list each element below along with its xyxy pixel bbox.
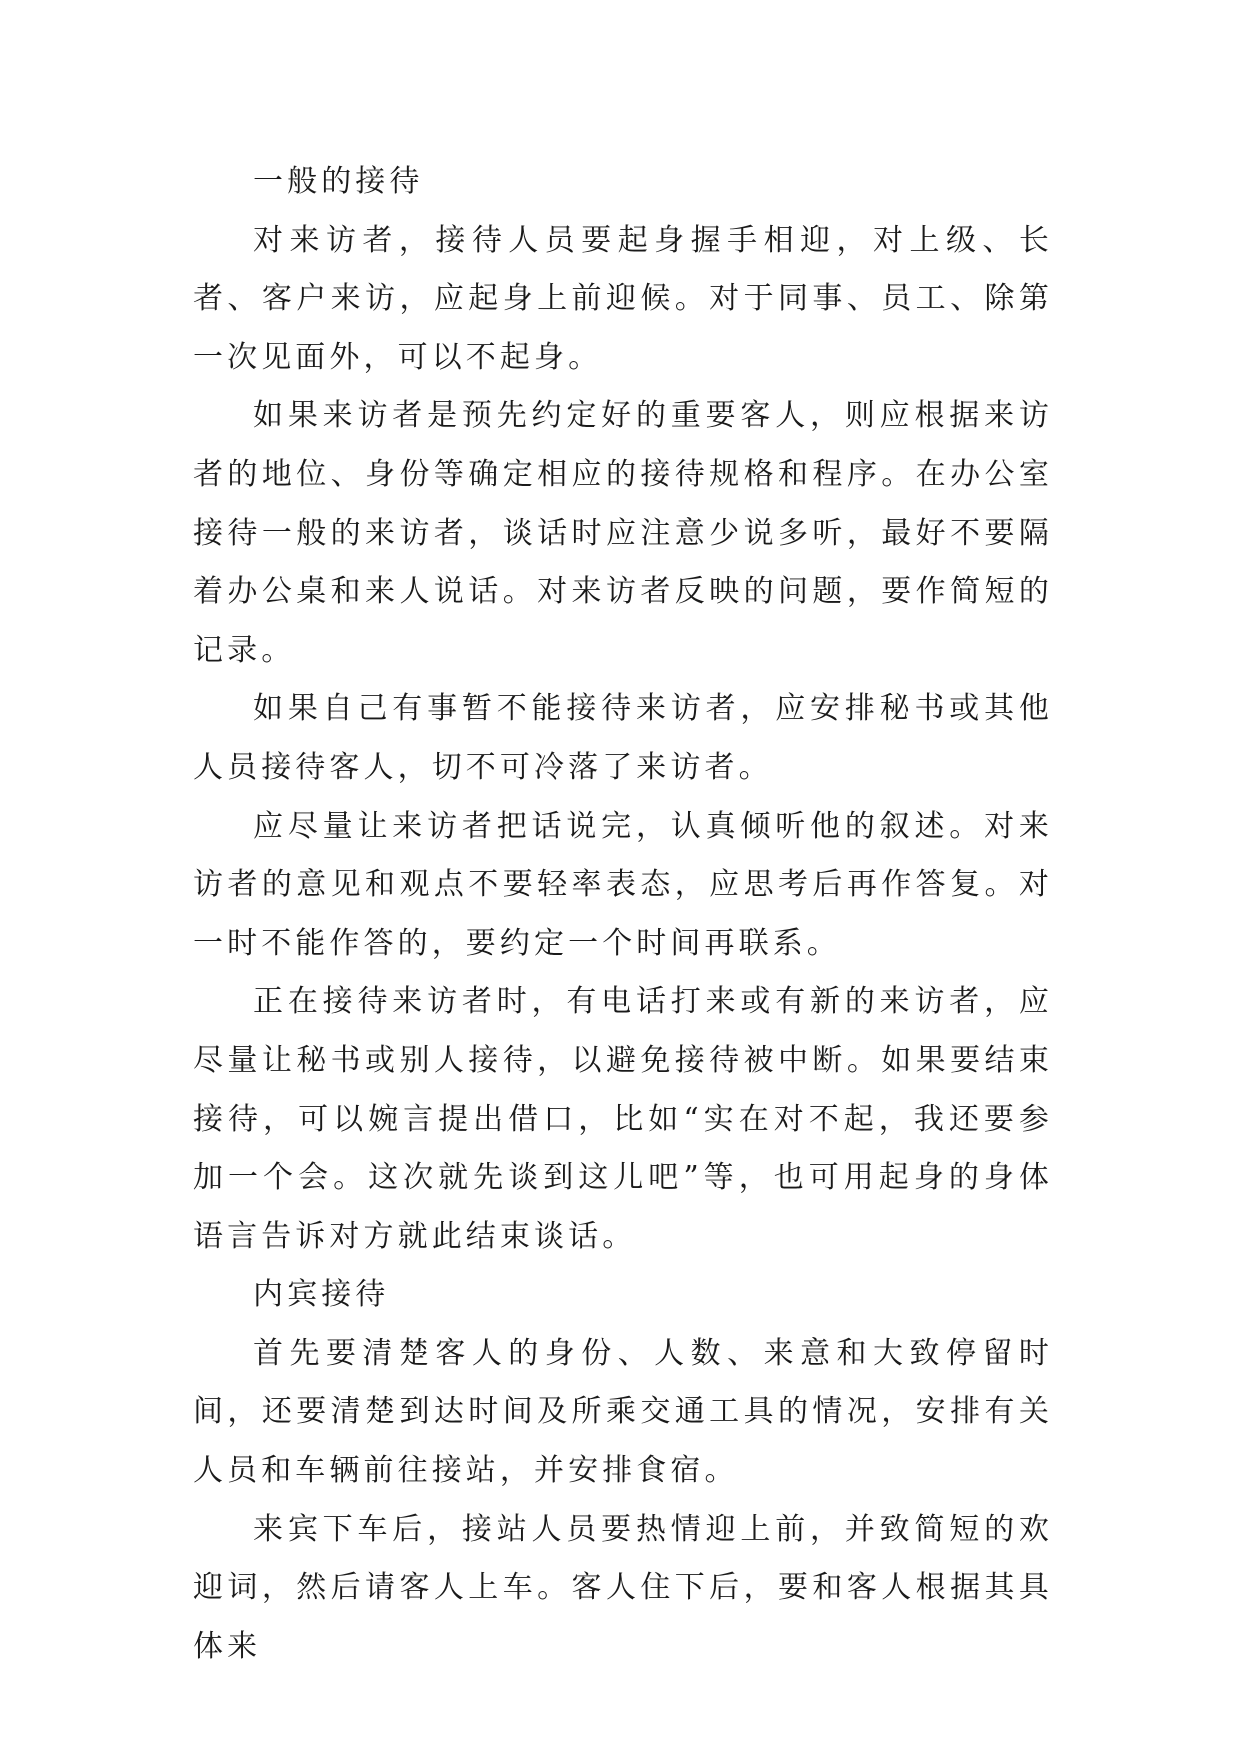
document-body	[193, 153, 1053, 1676]
paragraph: 首先要清楚客人的身份、人数、来意和大致停留时间，还要清楚到达时间及所乘交通工具的情况，安排有关人员和车辆前往接站，并安排食宿。	[193, 1335, 1053, 1489]
paragraph: 对来访者，接待人员要起身握手相迎，对上级、长者、客户来访，应起身上前迎候。对于同事、员工、除第一次见面外，可以不起身。	[193, 222, 1053, 375]
section-heading: 内宾接待	[253, 1277, 390, 1313]
paragraph: 如果自己有事暂不能接待来访者，应安排秘书或其他人员接待客人，切不可冷落了来访者。	[193, 691, 1053, 785]
paragraph: 来宾下车后，接站人员要热情迎上前，并致简短的欢迎词，然后请客人上车。客人住下后，要和客人根据其具体来	[193, 1511, 1053, 1664]
paragraph: 如果来访者是预先约定好的重要客人，则应根据来访者的地位、身份等确定相应的接待规格和程序。在办公室接待一般的来访者，谈话时应注意少说多听，最好不要隔着办公桌和来人说话。对来访者反映的问题，要作简短的记录。	[193, 398, 1053, 668]
section-heading: 一般的接待	[253, 164, 424, 199]
paragraph: 应尽量让来访者把话说完，认真倾听他的叙述。对来访者的意见和观点不要轻率表态，应思考后再作答复。对一时不能作答的，要约定一个时间再联系。	[193, 808, 1053, 961]
paragraph: 正在接待来访者时，有电话打来或有新的来访者，应尽量让秘书或别人接待，以避免接待被中断。如果要结束接待，可以婉言提出借口，比如“实在对不起，我还要参加一个会。这次就先谈到这儿吧”等，也可用起身的身体语言告诉对方就此结束谈话。	[193, 984, 1053, 1254]
